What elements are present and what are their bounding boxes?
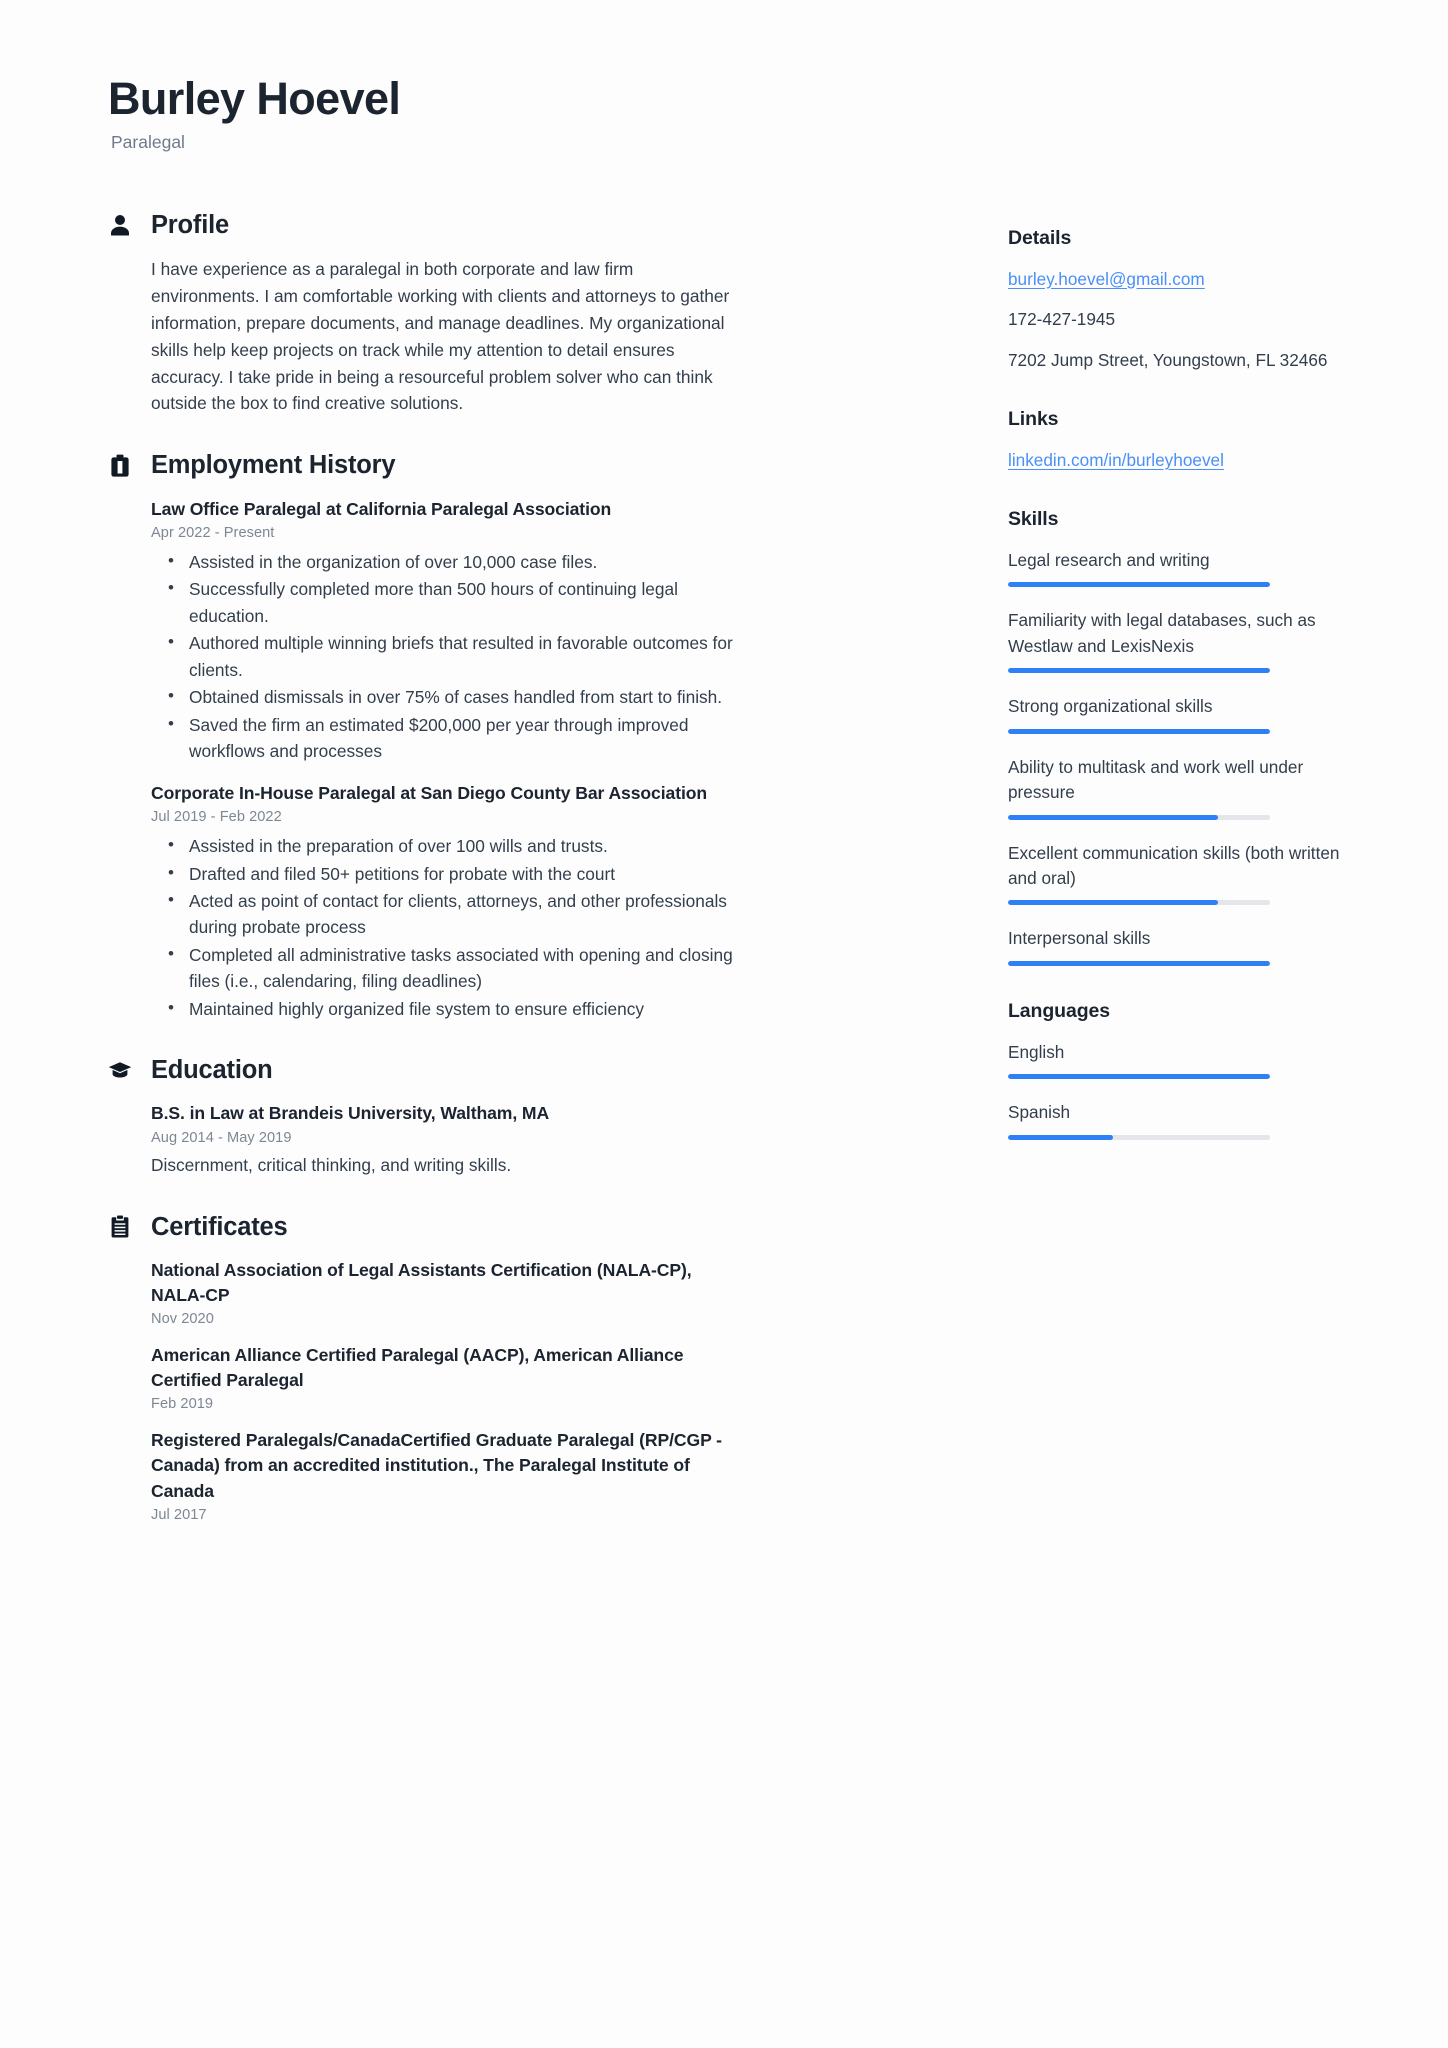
list-item: • Successfully completed more than 500 hours of continuing legal education. — [187, 576, 744, 629]
employment-entry-bullets — [151, 833, 744, 1022]
certificate-entry — [151, 1428, 744, 1522]
sidebar-skills — [1008, 508, 1353, 966]
language-label: Spanish — [1008, 1102, 1071, 1123]
skill-item — [1008, 926, 1353, 965]
section-profile — [108, 211, 744, 418]
language-bar-fill — [1008, 1135, 1113, 1140]
language-bar-fill — [1008, 1074, 1270, 1079]
sidebar-skills-title: Skills — [1008, 507, 1059, 530]
sidebar-languages — [1008, 1000, 1353, 1140]
skill-bar-fill — [1008, 961, 1270, 966]
language-bar-track — [1008, 1074, 1270, 1079]
section-certificates-header — [108, 1213, 744, 1241]
section-education-header — [108, 1056, 744, 1084]
skill-label: Excellent communication skills (both written and oral) — [1008, 842, 1340, 888]
certificate-entry-date: Jul 2017 — [151, 1506, 207, 1523]
email-row — [1008, 267, 1353, 293]
employment-entry — [151, 781, 744, 1023]
skill-bar-track — [1008, 900, 1270, 905]
section-profile-header — [108, 211, 744, 239]
list-item: • Maintained highly organized file system to ensure efficiency — [187, 996, 744, 1022]
skill-bar-track — [1008, 668, 1270, 673]
address-text: 7202 Jump Street, Youngstown, FL 32466 — [1008, 350, 1328, 371]
skill-bar-track — [1008, 582, 1270, 587]
skill-label: Legal research and writing — [1008, 549, 1210, 570]
linkedin-row — [1008, 448, 1353, 474]
employment-entry-date: Apr 2022 - Present — [151, 525, 275, 541]
sidebar-column — [1008, 211, 1353, 1174]
skill-item — [1008, 755, 1353, 820]
user-icon — [108, 212, 132, 238]
skill-item — [1008, 841, 1353, 906]
certificate-entry-title: National Association of Legal Assistants Certification (NALA-CP), NALA-CP — [151, 1259, 692, 1305]
certificate-entry-title: American Alliance Certified Paralegal (AACP), American Alliance Certified Paralegal — [151, 1345, 684, 1391]
email-link[interactable]: burley.hoevel@gmail.com — [1008, 268, 1205, 289]
section-certificates-title: Certificates — [151, 1212, 288, 1241]
skill-bar-fill — [1008, 815, 1218, 820]
language-bar-track — [1008, 1135, 1270, 1140]
employment-entry-title: Corporate In-House Paralegal at San Diego County Bar Association — [151, 782, 708, 803]
list-item: • Drafted and filed 50+ petitions for probate with the court — [187, 861, 744, 887]
section-certificates-body — [108, 1258, 744, 1523]
education-entry-title: B.S. in Law at Brandeis University, Waltham, MA — [151, 1103, 550, 1124]
phone-text: 172-427-1945 — [1008, 309, 1116, 330]
skill-bar-track — [1008, 961, 1270, 966]
skill-bar-track — [1008, 729, 1270, 734]
skill-bar-fill — [1008, 729, 1270, 734]
education-entry-date: Aug 2014 - May 2019 — [151, 1129, 292, 1146]
skill-label: Interpersonal skills — [1008, 928, 1151, 949]
skill-label: Strong organizational skills — [1008, 696, 1213, 717]
candidate-name: Burley Hoevel — [108, 73, 401, 124]
sidebar-links — [1008, 408, 1353, 474]
candidate-job-title: Paralegal — [111, 131, 185, 152]
section-employment-body — [108, 497, 744, 1023]
certificate-entry — [151, 1258, 744, 1327]
graduation-cap-icon — [108, 1057, 132, 1083]
skill-item — [1008, 608, 1353, 673]
section-employment-title: Employment History — [151, 451, 396, 480]
list-item: • Obtained dismissals in over 75% of cases handled from start to finish. — [187, 684, 744, 710]
list-item: • Acted as point of contact for clients, attorneys, and other professionals during probate process — [187, 888, 744, 941]
language-item — [1008, 1040, 1353, 1079]
education-entry — [151, 1101, 744, 1178]
skill-label: Ability to multitask and work well under pressure — [1008, 756, 1304, 803]
certificate-entry-title: Registered Paralegals/CanadaCertified Graduate Paralegal (RP/CGP - Canada) from an accredited institution., The Paralegal Institute of Canada — [151, 1430, 722, 1501]
sidebar-languages-title: Languages — [1008, 999, 1111, 1022]
skill-label: Familiarity with legal databases, such as Westlaw and LexisNexis — [1008, 610, 1316, 656]
section-education-body — [108, 1101, 744, 1178]
clipboard-icon — [108, 1214, 132, 1240]
main-column — [108, 211, 744, 1557]
section-employment — [108, 451, 744, 1022]
certificate-entry-date: Nov 2020 — [151, 1311, 214, 1327]
list-item: • Completed all administrative tasks associated with opening and closing files (i.e., calendaring, filing deadlines) — [187, 942, 744, 995]
linkedin-link[interactable]: linkedin.com/in/burleyhoevel — [1008, 449, 1224, 470]
sidebar-details — [1008, 227, 1353, 374]
section-profile-title: Profile — [151, 210, 229, 239]
skill-bar-fill — [1008, 900, 1218, 905]
employment-entry — [151, 497, 744, 765]
section-education — [108, 1056, 744, 1178]
language-item — [1008, 1100, 1353, 1139]
list-item: • Assisted in the organization of over 10,000 case files. — [187, 549, 744, 575]
section-education-title: Education — [151, 1056, 273, 1085]
skill-bar-track — [1008, 815, 1270, 820]
employment-entry-bullets — [151, 549, 744, 765]
resume-body — [108, 211, 1353, 1557]
language-label: English — [1008, 1041, 1065, 1062]
list-item: • Saved the firm an estimated $200,000 per year through improved workflows and processes — [187, 712, 744, 765]
certificate-entry-date: Feb 2019 — [151, 1396, 214, 1413]
section-certificates — [108, 1213, 744, 1523]
employment-entry-date: Jul 2019 - Feb 2022 — [151, 809, 282, 826]
skill-bar-fill — [1008, 668, 1270, 673]
sidebar-details-title: Details — [1008, 226, 1072, 249]
section-employment-header — [108, 451, 744, 479]
list-item: • Assisted in the preparation of over 100 wills and trusts. — [187, 833, 744, 859]
education-entry-description: Discernment, critical thinking, and writing skills. — [151, 1154, 512, 1175]
skill-bar-fill — [1008, 582, 1270, 587]
employment-entry-title: Law Office Paralegal at California Paralegal Association — [151, 498, 612, 519]
sidebar-links-title: Links — [1008, 407, 1059, 430]
certificate-entry — [151, 1343, 744, 1412]
profile-text: I have experience as a paralegal in both corporate and law firm environments. I am comfortable working with clients and attorneys to gather information, prepare documents, and manage deadlines. My organizational skills help keep projects on track while my attention to detail ensures accuracy. I take pride in being a resourceful problem solver who can think outside the box to find creative solutions. — [151, 258, 730, 414]
skill-item — [1008, 694, 1353, 733]
resume-header — [108, 75, 1353, 153]
skill-item — [1008, 548, 1353, 587]
briefcase-icon — [108, 452, 132, 478]
list-item: • Authored multiple winning briefs that resulted in favorable outcomes for clients. — [187, 630, 744, 683]
section-profile-body — [108, 256, 744, 418]
